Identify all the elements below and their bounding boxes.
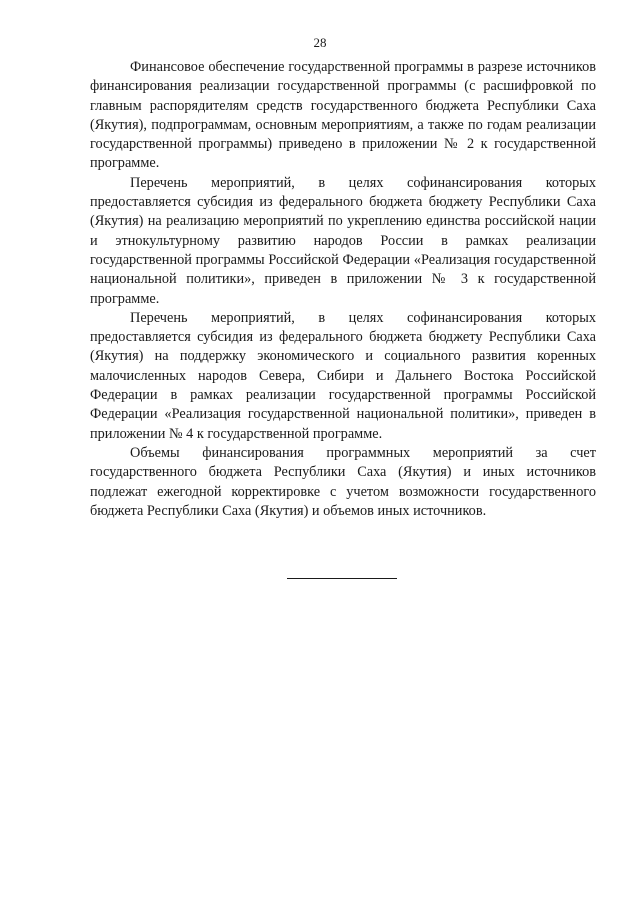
paragraph-ethnocultural-subsidy: Перечень мероприятий, в целях софинансирования которых предоставляется субсидия из федерального бюджета бюджету Республики Саха (Якутия) на реализацию мероприятий по укреплению единства российской нации и этнокультурному развитию народов России в рамках реализации государственной программы Российской Федерации «Реализация государственной национальной политики», приведен в приложении № 3 к государственной программе. [90,174,596,307]
paragraph-funding-adjustment: Объемы финансирования программных мероприятий за счет государственного бюджета Республики Саха (Якутия) и иных источников подлежат ежегодной корректировке с учетом возможности государственного бюджета Республики Саха (Якутия) и объемов иных источников. [90,444,596,519]
end-separator-line [287,578,397,579]
page-number: 28 [313,35,327,50]
document-body [90,58,596,521]
paragraph-indigenous-peoples-subsidy: Перечень мероприятий, в целях софинансирования которых предоставляется субсидия из федерального бюджета бюджету Республики Саха (Якутия) на поддержку экономического и социального развития коренных малочисленных народов Севера, Сибири и Дальнего Востока Российской Федерации в рамках реализации государственной программы Российской Федерации «Реализация государственной национальной политики», приведен в приложении № 4 к государственной программе. [90,309,596,442]
paragraph-financing: Финансовое обеспечение государственной программы в разрезе источников финансирования реализации государственной программы (с расшифровкой по главным распорядителям средств государственного бюджета Республики Саха (Якутия), подпрограммам, основным мероприятиям, а также по годам реализации государственной программы) приведено в приложении № 2 к государственной программе. [90,59,596,172]
